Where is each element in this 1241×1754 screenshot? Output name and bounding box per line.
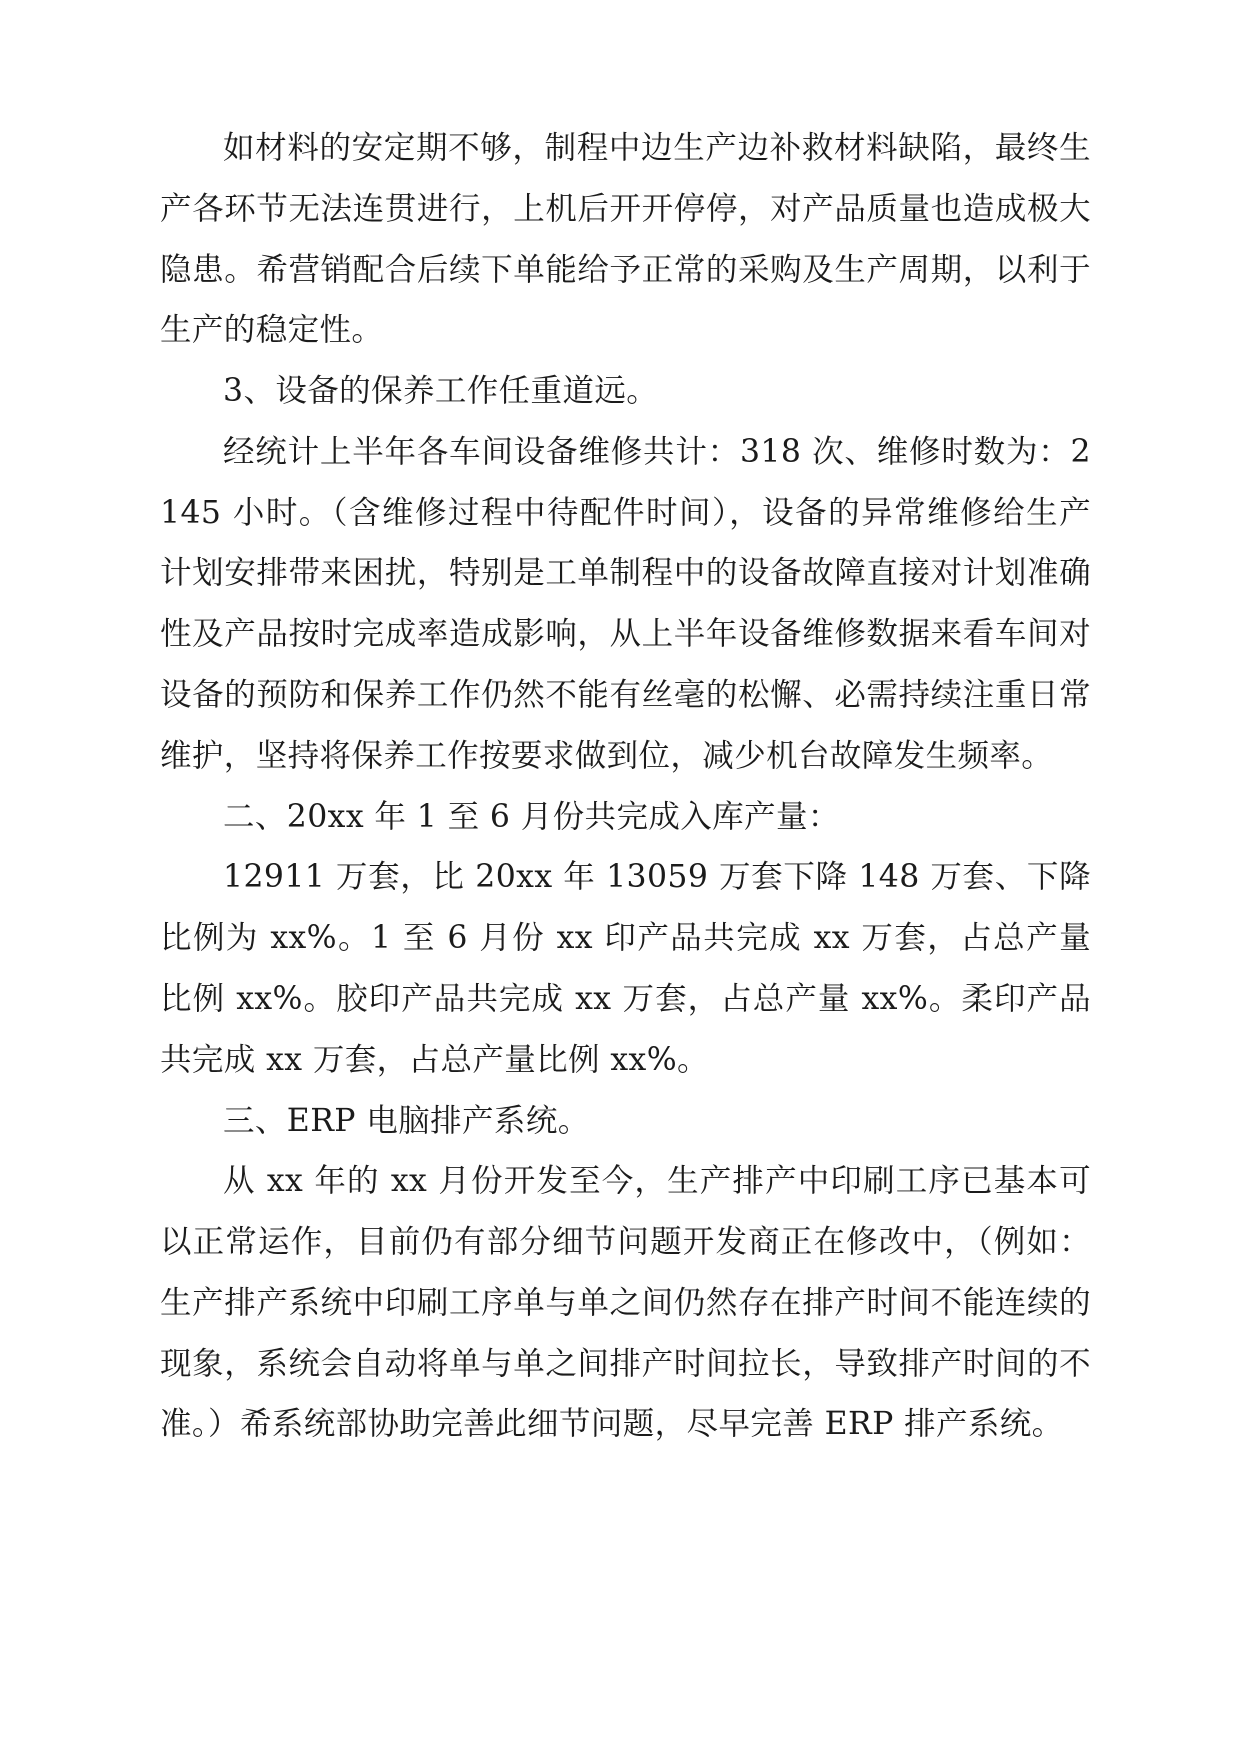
document-body <box>160 118 1091 1455</box>
paragraph: 3、设备的保养工作任重道远。 <box>223 373 659 410</box>
paragraph: 二、20xx 年 1 至 6 月份共完成入库产量： <box>223 798 840 835</box>
paragraph: 12911 万套，比 20xx 年 13059 万套下降 148 万套、下降比例为 xx%。1 至 6 月份 xx 印产品共完成 xx 万套，占总产量比例 xx%。胶印产品共完成 xx 万套，占总产量 xx%。柔印产品共完成 xx 万套，占总产量比例 xx%。 <box>160 859 1091 1078</box>
paragraph: 三、ERP 电脑排产系统。 <box>223 1102 590 1139</box>
paragraph: 经统计上半年各车间设备维修共计：318 次、维修时数为：2145 小时。（含维修过程中待配件时间），设备的异常维修给生产计划安排带来困扰，特别是工单制程中的设备故障直接对计划准确性及产品按时完成率造成影响，从上半年设备维修数据来看车间对设备的预防和保养工作仍然不能有丝毫的松懈、必需持续注重日常维护，坚持将保养工作按要求做到位，减少机台故障发生频率。 <box>160 433 1091 774</box>
paragraph: 从 xx 年的 xx 月份开发至今，生产排产中印刷工序已基本可以正常运作，目前仍有部分细节问题开发商正在修改中，（例如：生产排产系统中印刷工序单与单之间仍然存在排产时间不能连续的现象，系统会自动将单与单之间排产时间拉长，导致排产时间的不准。）希系统部协助完善此细节问题，尽早完善 ERP 排产系统。 <box>160 1163 1091 1443</box>
paragraph: 如材料的安定期不够，制程中边生产边补救材料缺陷，最终生产各环节无法连贯进行，上机后开开停停，对产品质量也造成极大隐患。希营销配合后续下单能给予正常的采购及生产周期，以利于生产的稳定性。 <box>160 130 1091 349</box>
